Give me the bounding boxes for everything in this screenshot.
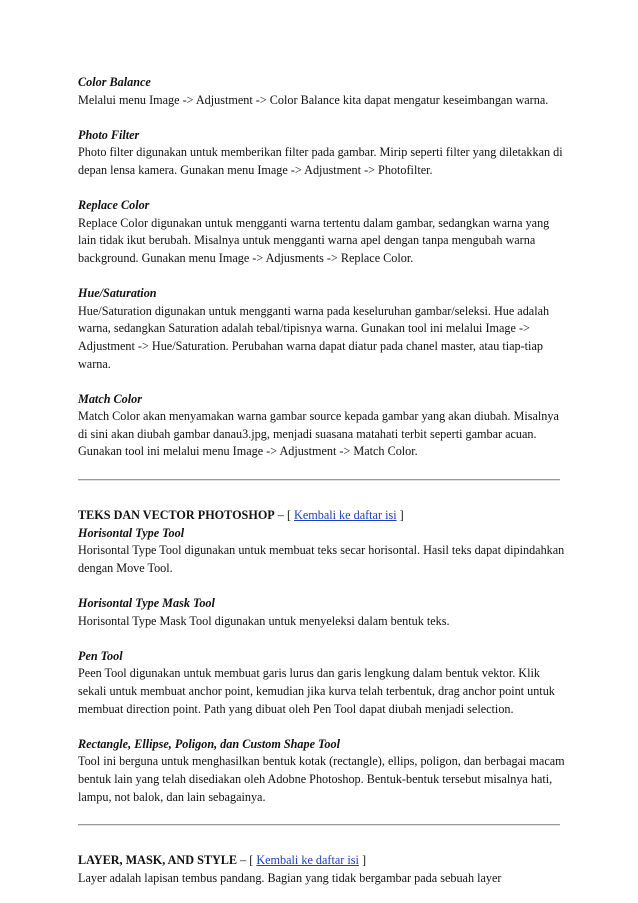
item-replace-color bbox=[78, 197, 568, 267]
term-title: Horisontal Type Mask Tool bbox=[78, 596, 215, 611]
term-title: Photo Filter bbox=[78, 127, 140, 142]
section-title: LAYER, MASK, AND STYLE bbox=[78, 853, 238, 868]
section-title: TEKS DAN VECTOR PHOTOSHOP bbox=[78, 508, 275, 523]
bracket-open: – [ bbox=[237, 853, 257, 868]
back-to-toc-link[interactable]: Kembali ke daftar isi bbox=[256, 853, 359, 868]
term-description: Horisontal Type Tool digunakan untuk membuat teks secar horisontal. Hasil teks dapat dipindahkan dengan Move Tool. bbox=[78, 543, 565, 575]
bracket-close: ] bbox=[396, 508, 404, 523]
section-heading-layer bbox=[78, 852, 568, 870]
item-horisontal-type-tool bbox=[78, 525, 568, 578]
term-description: Replace Color digunakan untuk mengganti warna tertentu dalam gambar, sedangkan warna yang lain tidak ikut berubah. Misalnya untuk mengganti warna apel dengan tanpa mengubah warna background. Gunakan menu Image -> Adjusments -> Replace Color. bbox=[78, 215, 550, 265]
item-hue-saturation bbox=[78, 285, 568, 373]
term-title: Rectangle, Ellipse, Poligon, dan Custom Shape Tool bbox=[78, 736, 340, 751]
item-horisontal-type-mask-tool bbox=[78, 595, 568, 630]
term-description: Photo filter digunakan untuk memberikan filter pada gambar. Mirip seperti filter yang diletakkan di depan lensa kamera. Gunakan menu Image -> Adjustment -> Photofilter. bbox=[78, 145, 563, 177]
item-match-color bbox=[78, 391, 568, 461]
page-content bbox=[78, 74, 568, 887]
layer-description: Layer adalah lapisan tembus pandang. Bagian yang tidak bergambar pada sebuah layer bbox=[78, 870, 502, 885]
item-pen-tool bbox=[78, 648, 568, 718]
term-title: Hue/Saturation bbox=[78, 286, 157, 301]
term-description: Hue/Saturation digunakan untuk mengganti warna pada keseluruhan gambar/seleksi. Hue adalah warna, sedangkan Saturation adalah tebal/tipisnya warna. Gunakan tool ini melalui Image -> Adjustment -> Hue/Saturation. Perubahan warna dapat diatur pada chanel master, atau tiap-tiap warna. bbox=[78, 303, 550, 371]
item-shape-tools bbox=[78, 736, 568, 806]
term-description: Horisontal Type Mask Tool digunakan untuk menyeleksi dalam bentuk teks. bbox=[78, 613, 450, 628]
term-description: Peen Tool digunakan untuk membuat garis lurus dan garis lengkung dalam bentuk vektor. Klik sekali untuk membuat anchor point, kemudian jika kurva telah terbentuk, drag anchor point untuk membuat direction point. Path yang dibuat oleh Pen Tool dapat diubah menjadi selection. bbox=[78, 666, 555, 716]
back-to-toc-link[interactable]: Kembali ke daftar isi bbox=[294, 508, 397, 523]
item-photo-filter bbox=[78, 127, 568, 180]
section-heading-teks bbox=[78, 507, 568, 525]
term-description: Melalui menu Image -> Adjustment -> Color Balance kita dapat mengatur keseimbangan warna. bbox=[78, 92, 549, 107]
term-description: Match Color akan menyamakan warna gambar source kepada gambar yang akan diubah. Misalnya di sini akan diubah gambar danau3.jpg, menjadi suasana matahati terbit seperti gambar acuan. Gunakan tool ini melalui menu Image -> Adjustment -> Match Color. bbox=[78, 409, 559, 459]
term-title: Pen Tool bbox=[78, 648, 123, 663]
term-description: Tool ini berguna untuk menghasilkan bentuk kotak (rectangle), ellips, poligon, dan berbagai macam bentuk lain yang telah disediakan oleh Adobne Photoshop. Bentuk-bentuk tersebut misalnya hati, lampu, not balok, dan lain sebagainya. bbox=[78, 754, 565, 804]
item-color-balance bbox=[78, 74, 568, 109]
bracket-close: ] bbox=[358, 853, 366, 868]
term-title: Color Balance bbox=[78, 75, 151, 89]
bracket-open: – [ bbox=[274, 508, 295, 523]
term-title: Match Color bbox=[78, 391, 142, 406]
term-title: Replace Color bbox=[78, 198, 150, 213]
term-title: Horisontal Type Tool bbox=[78, 525, 185, 540]
